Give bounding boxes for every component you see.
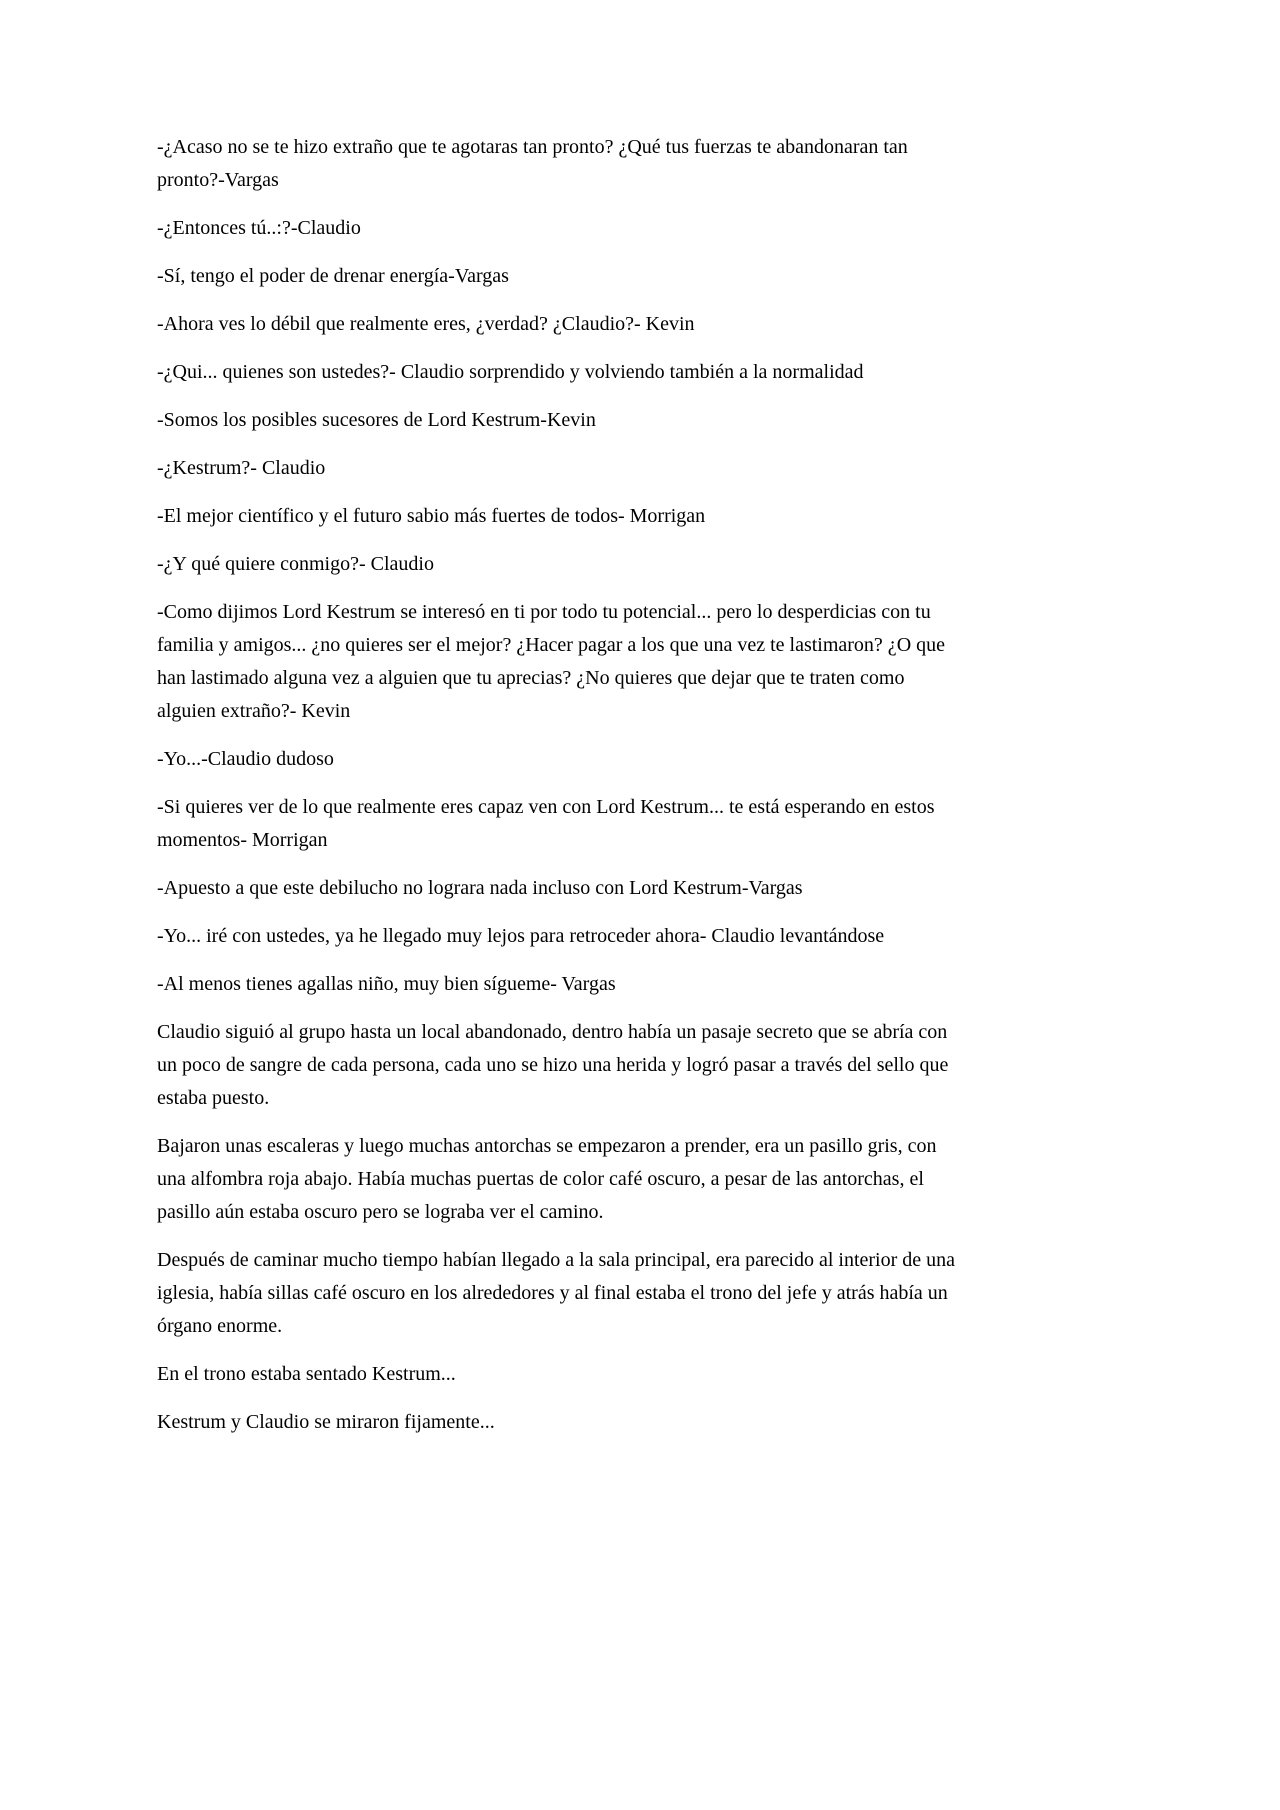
paragraph: -¿Kestrum?- Claudio xyxy=(157,457,326,479)
paragraph: -Al menos tienes agallas niño, muy bien sígueme- Vargas xyxy=(157,973,616,995)
paragraph: -¿Entonces tú..:?-Claudio xyxy=(157,217,361,239)
paragraph: -Yo...-Claudio dudoso xyxy=(157,748,334,770)
paragraph: -Somos los posibles sucesores de Lord Kestrum-Kevin xyxy=(157,409,596,431)
paragraph: -Sí, tengo el poder de drenar energía-Vargas xyxy=(157,265,509,287)
paragraph: -¿Acaso no se te hizo extraño que te agotaras tan pronto? ¿Qué tus fuerzas te abandonaran tan pronto?-Vargas xyxy=(157,136,913,191)
paragraph: Después de caminar mucho tiempo habían llegado a la sala principal, era parecido al interior de una iglesia, había sillas café oscuro en los alrededores y al final estaba el trono del jefe y atrás había un órgano enorme. xyxy=(157,1249,961,1337)
paragraph: -Apuesto a que este debilucho no lograra nada incluso con Lord Kestrum-Vargas xyxy=(157,877,803,899)
paragraph: -Ahora ves lo débil que realmente eres, ¿verdad? ¿Claudio?- Kevin xyxy=(157,313,695,335)
paragraph: -Si quieres ver de lo que realmente eres capaz ven con Lord Kestrum... te está esperando en estos momentos- Morrigan xyxy=(157,796,940,851)
paragraph: Claudio siguió al grupo hasta un local abandonado, dentro había un pasaje secreto que se abría con un poco de sangre de cada persona, cada uno se hizo una herida y logró pasar a través del sello que estaba puesto. xyxy=(157,1021,954,1109)
paragraph: -El mejor científico y el futuro sabio más fuertes de todos- Morrigan xyxy=(157,505,706,527)
paragraph: Bajaron unas escaleras y luego muchas antorchas se empezaron a prender, era un pasillo gris, con una alfombra roja abajo. Había muchas puertas de color café oscuro, a pesar de las antorchas, el pasillo aún estaba oscuro pero se lograba ver el camino. xyxy=(157,1135,942,1223)
paragraph: -Yo... iré con ustedes, ya he llegado muy lejos para retroceder ahora- Claudio levantándose xyxy=(157,925,885,947)
paragraph: -¿Y qué quiere conmigo?- Claudio xyxy=(157,553,434,575)
paragraph: En el trono estaba sentado Kestrum... xyxy=(157,1363,456,1385)
document-text-body xyxy=(157,131,967,1454)
paragraph: Kestrum y Claudio se miraron fijamente... xyxy=(157,1411,495,1433)
paragraph: -Como dijimos Lord Kestrum se interesó en ti por todo tu potencial... pero lo desperdicias con tu familia y amigos... ¿no quieres ser el mejor? ¿Hacer pagar a los que una vez te lastimaron? ¿O que han lastimado alguna vez a alguien que tu aprecias? ¿No quieres que dejar que te traten como alguien extraño?- Kevin xyxy=(157,601,951,722)
paragraph: -¿Qui... quienes son ustedes?- Claudio sorprendido y volviendo también a la normalidad xyxy=(157,361,864,383)
